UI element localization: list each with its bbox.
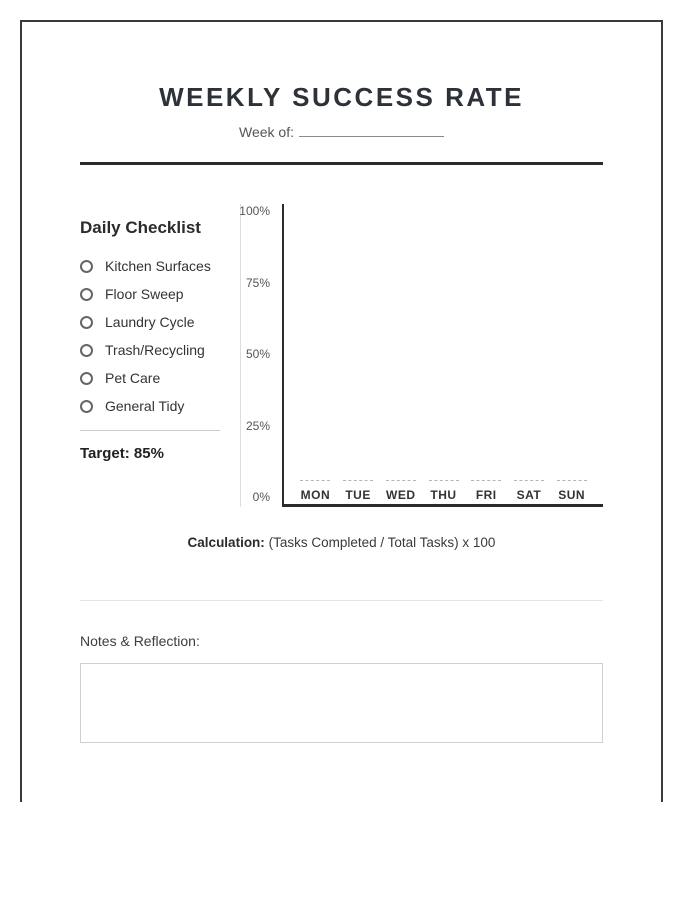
day-column [379, 480, 422, 504]
checkbox-circle-icon[interactable] [80, 316, 93, 329]
notes-label: Notes & Reflection: [80, 633, 200, 649]
week-of-blank-field[interactable] [299, 123, 444, 137]
main-content-row [80, 204, 603, 507]
day-column [508, 480, 551, 504]
notes-input-box[interactable] [80, 663, 603, 743]
checklist [80, 252, 240, 420]
y-tick-label: 25% [245, 418, 270, 433]
x-tick-label: THU [430, 488, 457, 502]
checklist-item-label: Floor Sweep [105, 286, 184, 302]
target-divider [80, 430, 220, 431]
chart-x-axis [284, 480, 603, 504]
checklist-item [80, 280, 240, 308]
value-placeholder-dash [386, 480, 416, 481]
checklist-item [80, 364, 240, 392]
header-divider [80, 162, 603, 165]
day-column [465, 480, 508, 504]
chart-plot-area [282, 204, 603, 507]
y-tick-label: 50% [245, 347, 270, 361]
x-tick-label: MON [300, 488, 331, 502]
checkbox-circle-icon[interactable] [80, 400, 93, 413]
checklist-item-label: General Tidy [105, 398, 185, 414]
weekly-chart [240, 204, 603, 507]
day-column [422, 480, 465, 504]
target-text: Target: 85% [80, 445, 164, 462]
x-tick-label: SUN [558, 488, 586, 502]
week-of-label: Week of: [239, 124, 294, 140]
x-tick-label: WED [386, 488, 416, 502]
value-placeholder-dash [343, 480, 373, 481]
value-placeholder-dash [429, 480, 459, 481]
y-tick-label: 100% [239, 204, 270, 218]
y-tick-label: 0% [252, 490, 270, 504]
day-column [294, 480, 337, 504]
checkbox-circle-icon[interactable] [80, 260, 93, 273]
y-tick-label: 75% [245, 275, 270, 290]
x-tick-label: TUE [345, 488, 371, 502]
value-placeholder-dash [300, 480, 330, 481]
value-placeholder-dash [514, 480, 544, 481]
day-column [550, 480, 593, 504]
checkbox-circle-icon[interactable] [80, 372, 93, 385]
day-column [337, 480, 380, 504]
page-title: WEEKLY SUCCESS RATE [159, 82, 524, 112]
calculation-row [80, 534, 603, 552]
calculation-label: Calculation: [187, 535, 265, 550]
checklist-item [80, 336, 240, 364]
x-tick-label: SAT [516, 488, 542, 502]
checklist-panel [80, 204, 240, 507]
checklist-item-label: Trash/Recycling [105, 342, 205, 358]
calculation-formula: (Tasks Completed / Total Tasks) x 100 [268, 535, 496, 550]
checklist-item [80, 252, 240, 280]
week-of-row [80, 123, 603, 140]
checklist-heading: Daily Checklist [80, 218, 201, 237]
x-tick-label: FRI [475, 488, 497, 502]
section-divider [80, 600, 603, 601]
chart-y-axis [241, 204, 282, 504]
value-placeholder-dash [471, 480, 501, 481]
value-placeholder-dash [557, 480, 587, 481]
checklist-item-label: Kitchen Surfaces [105, 258, 211, 274]
checklist-item [80, 392, 240, 420]
checklist-item-label: Laundry Cycle [105, 314, 195, 330]
checkbox-circle-icon[interactable] [80, 344, 93, 357]
checkbox-circle-icon[interactable] [80, 288, 93, 301]
worksheet-page [20, 20, 663, 802]
checklist-item [80, 308, 240, 336]
checklist-item-label: Pet Care [105, 370, 161, 386]
